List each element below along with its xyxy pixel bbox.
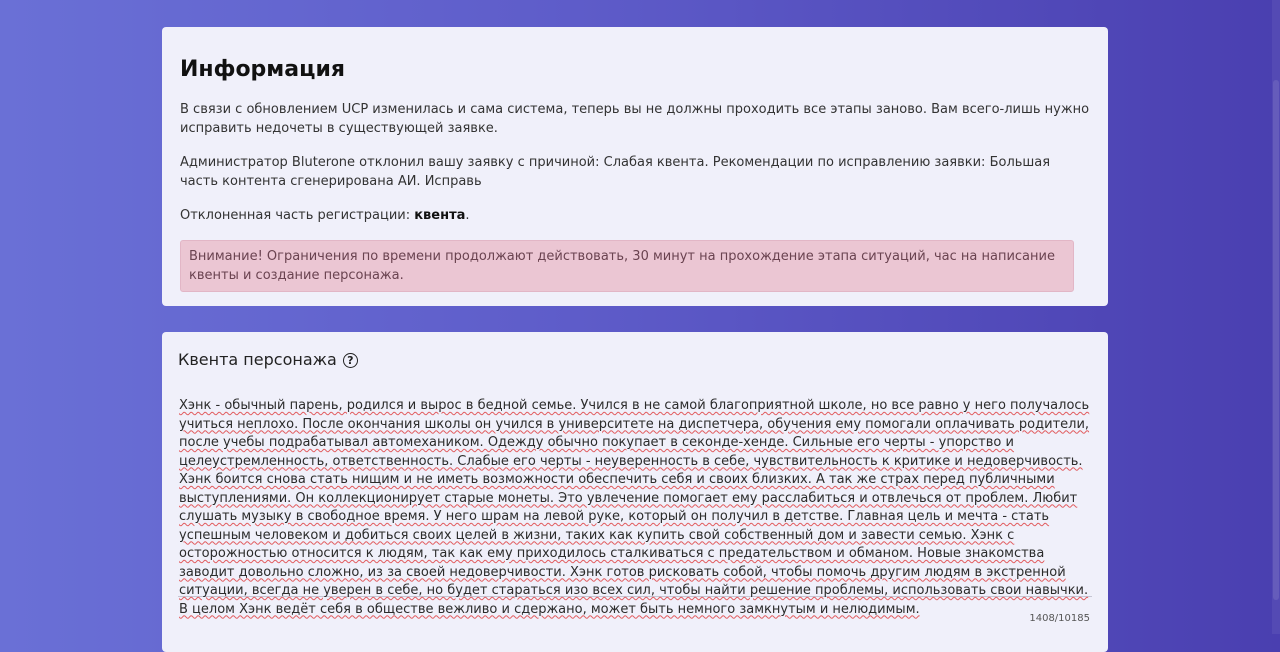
quenta-label: Квента персонажа bbox=[178, 350, 337, 369]
quenta-header bbox=[178, 350, 1092, 370]
question-circle-icon[interactable]: ? bbox=[343, 353, 358, 368]
info-card bbox=[162, 27, 1108, 306]
info-title: Информация bbox=[180, 57, 345, 82]
rejected-part-label: Отклоненная часть регистрации: bbox=[180, 208, 415, 223]
info-rejected-part-paragraph bbox=[180, 206, 1090, 225]
page-scrollbar[interactable] bbox=[1272, 0, 1280, 634]
page-scrollbar-thumb[interactable] bbox=[1273, 80, 1279, 600]
time-limit-alert: Внимание! Ограничения по времени продолжают действовать, 30 минут на прохождение этапа ситуаций, час на написание квенты и создание персонажа. bbox=[180, 240, 1074, 292]
info-update-paragraph: В связи с обновлением UCP изменилась и сама система, теперь вы не должны проходить все этапы заново. Вам всего-лишь нужно исправить недочеты в существующей заявке. bbox=[180, 102, 1090, 136]
character-counter: 1408/10185 bbox=[1029, 613, 1090, 624]
rejected-part-value: квента bbox=[414, 208, 466, 223]
quenta-card bbox=[162, 332, 1108, 652]
rejected-part-suffix: . bbox=[465, 208, 470, 223]
info-rejection-paragraph: Администратор Bluterone отклонил вашу заявку с причиной: Слабая квента. Рекомендации по исправлению заявки: Большая часть контента сгенерирована АИ. Исправь bbox=[180, 155, 1051, 189]
quenta-textarea[interactable]: Хэнк - обычный парень, родился и вырос в бедной семье. Учился в не самой благоприятной школе, но все равно у него получалось учиться неплохо. После окончания школы он учился в университете на диспетчера, обучения ему помогали оплачивать родители, после учебы подрабатывал автомехаником. Одежду обычно покупает в секонде-хенде. Сильные его черты - упорство и целеустремленность, ответственность. Слабые его черты - неуверенность в себе, чувствительность к критике и недоверчивость. Хэнк боится снова стать нищим и не иметь возможности обеспечить себя и своих близких. А так же страх перед публичными выступлениями. Он коллекционирует старые монеты. Это увлечение помогает ему расслабиться и отвлечься от проблем. Любит слушать музыку в свободное время. У него шрам на левой руке, который он получил в детстве. Главная цель и мечта - стать успешным человеком и добиться своих целей в жизни, таких как купить свой собственный дом и завести семью. Хэнк с осторожностью относится к людям, так как ему приходилось сталкиваться с предательством и обманом. Новые знакомства заводит довольно сложно, из за своей недоверчивости. Хэнк готов рисковать собой, чтобы помочь другим людям в экстренной ситуации, всегда не уверен в себе, но будет стараться изо всех сил, чтобы найти решение проблемы, использовать свои навычки. В целом Хэнк ведёт себя в обществе вежливо и сдержано, может быть немного замкнутым и нелюдимым. bbox=[178, 397, 1092, 597]
